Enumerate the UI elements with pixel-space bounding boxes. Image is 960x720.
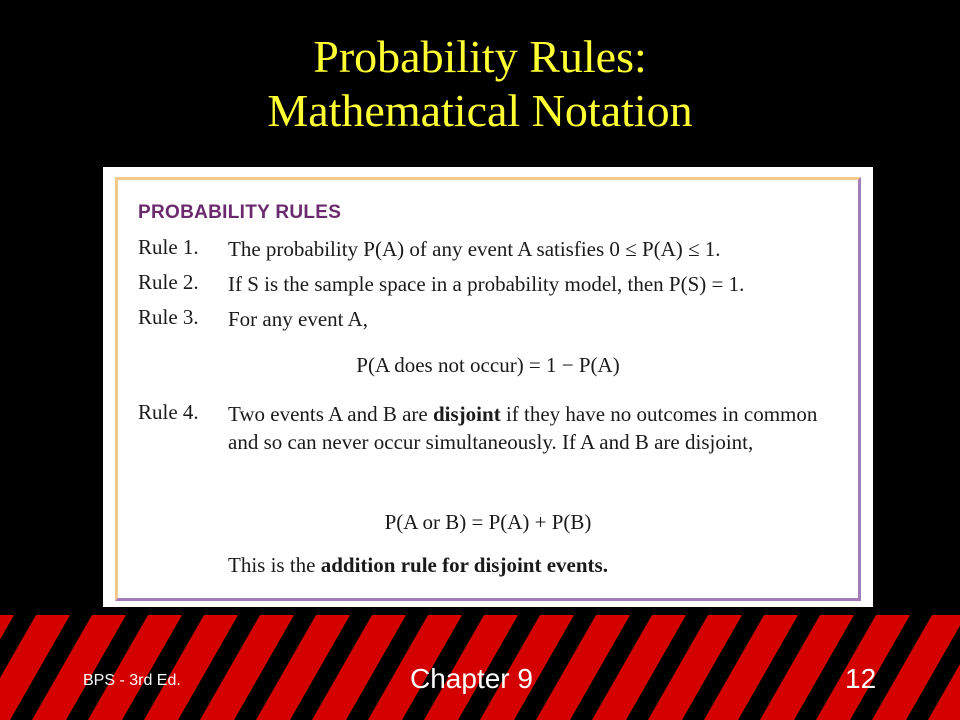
slide-title xyxy=(0,30,960,138)
addition-rule-bold: addition rule for disjoint events. xyxy=(320,553,608,577)
rules-frame xyxy=(115,177,861,601)
rule-4-bold-term: disjoint xyxy=(433,402,501,426)
rule-4-text-post: if they have no outcomes in common and so can never occur simultaneously. If A and B are disjoint, xyxy=(228,402,818,454)
rules-card xyxy=(103,167,873,607)
rule-2-label: Rule 2. xyxy=(138,270,199,294)
rule-2-text: If S is the sample space in a probability model, then P(S) = 1. xyxy=(228,272,745,296)
footer-page-number: 12 xyxy=(845,663,877,694)
rule-4-text-pre: Two events A and B are xyxy=(228,402,433,426)
rule-1-label: Rule 1. xyxy=(138,235,199,259)
rule-3-text: For any event A, xyxy=(228,307,368,331)
title-line-2: Mathematical Notation xyxy=(267,85,693,136)
rule-4-label: Rule 4. xyxy=(138,400,199,424)
rule-3-formula: P(A does not occur) = 1 − P(A) xyxy=(356,353,620,377)
addition-rule-note xyxy=(228,553,608,578)
title-line-1: Probability Rules: xyxy=(313,31,647,82)
rule-1-text: The probability P(A) of any event A satisfies 0 ≤ P(A) ≤ 1. xyxy=(228,237,721,261)
slide-footer xyxy=(0,615,960,720)
rules-heading: PROBABILITY RULES xyxy=(138,202,342,223)
rule-4-text xyxy=(228,400,848,456)
rule-3-label: Rule 3. xyxy=(138,305,199,329)
footer-chapter: Chapter 9 xyxy=(410,663,533,694)
rule-4-formula: P(A or B) = P(A) + P(B) xyxy=(384,510,592,534)
addition-rule-pre: This is the xyxy=(228,553,321,577)
footer-edition: BPS - 3rd Ed. xyxy=(83,672,181,689)
